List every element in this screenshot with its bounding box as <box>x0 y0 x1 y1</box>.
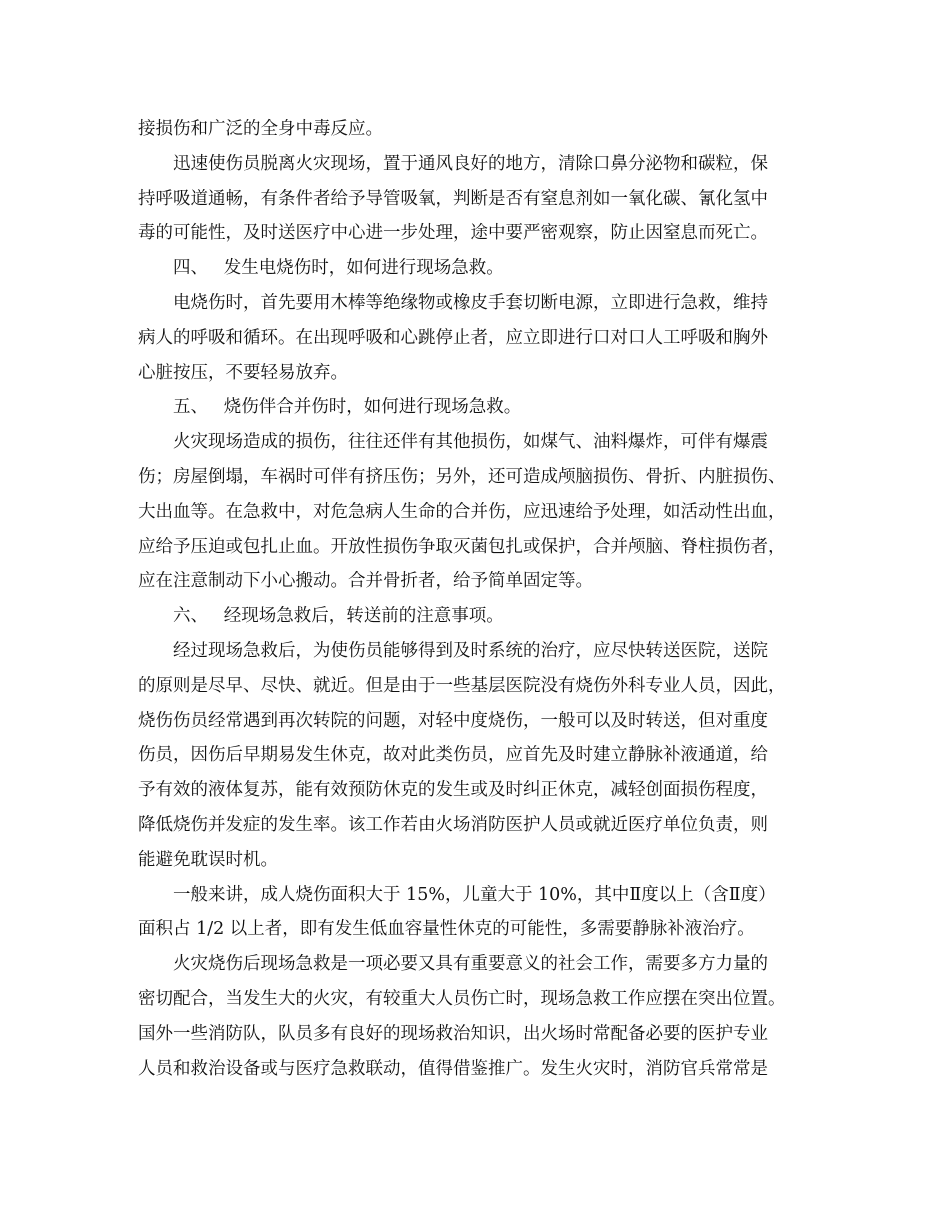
text-line: 能避免耽误时机。 <box>138 849 278 870</box>
text-line: 密切配合，当发生大的火灾，有较重大人员伤亡时，现场急救工作应摆在突出位置。 <box>138 988 786 1009</box>
text-line: 人员和救治设备或与医疗急救联动，值得借鉴推广。发生火灾时，消防官兵常常是 <box>138 1058 768 1079</box>
paragraph <box>138 425 818 599</box>
text-line: 毒的可能性，及时送医疗中心进一步处理，途中要严密观察，防止因窒息而死亡。 <box>138 223 768 244</box>
paragraph <box>138 286 818 390</box>
text-line: 面积占 1/2 以上者，即有发生低血容量性休克的可能性，多需要静脉补液治疗。 <box>138 919 755 940</box>
text-line: 国外一些消防队，队员多有良好的现场救治知识，出火场时常配备必要的医护专业 <box>138 1023 768 1044</box>
paragraph <box>138 947 818 1086</box>
text-line: 应在注意制动下小心搬动。合并骨折者，给予简单固定等。 <box>138 571 593 592</box>
text-line: 伤；房屋倒塌，车祸时可伴有挤压伤；另外，还可造成颅脑损伤、骨折、内脏损伤、 <box>138 466 786 487</box>
paragraph <box>138 634 818 878</box>
paragraph <box>138 112 818 147</box>
text-line: 烧伤伤员经常遇到再次转院的问题，对轻中度烧伤，一般可以及时转送，但对重度 <box>138 710 768 731</box>
section-title: 烧伤伴合并伤时，如何进行现场急救。 <box>223 397 522 418</box>
section-heading <box>138 390 818 425</box>
text-line: 病人的呼吸和循环。在出现呼吸和心跳停止者，应立即进行口对口人工呼吸和胸外 <box>138 327 768 348</box>
text-line: 大出血等。在急救中，对危急病人生命的合并伤，应迅速给予处理，如活动性出血， <box>138 501 786 522</box>
text-line: 予有效的液体复苏，能有效预防休克的发生或及时纠正休克，减轻创面损伤程度， <box>138 780 768 801</box>
text-line: 火灾现场造成的损伤，往往还伴有其他损伤，如煤气、油料爆炸，可伴有爆震 <box>173 432 768 453</box>
text-line: 应给予压迫或包扎止血。开放性损伤争取灭菌包扎或保护，合并颅脑、脊柱损伤者， <box>138 536 786 557</box>
paragraph <box>138 147 818 251</box>
text-line: 心脏按压，不要轻易放弃。 <box>138 362 348 383</box>
text-line: 火灾烧伤后现场急救是一项必要又具有重要意义的社会工作，需要多方力量的 <box>173 954 768 975</box>
text-line: 一般来讲，成人烧伤面积大于 15%，儿童大于 10%，其中Ⅱ度以上（含Ⅱ度） <box>173 884 776 905</box>
section-title: 发生电烧伤时，如何进行现场急救。 <box>223 258 504 279</box>
text-line: 的原则是尽早、尽快、就近。但是由于一些基层医院没有烧伤外科专业人员，因此， <box>138 675 786 696</box>
section-heading <box>138 251 818 286</box>
section-number: 六、 <box>173 606 208 627</box>
text-line: 接损伤和广泛的全身中毒反应。 <box>138 119 383 139</box>
text-line: 电烧伤时，首先要用木棒等绝缘物或橡皮手套切断电源，立即进行急救，维持 <box>173 292 768 313</box>
text-line: 经过现场急救后，为使伤员能够得到及时系统的治疗，应尽快转送医院，送院 <box>173 640 768 661</box>
section-title: 经现场急救后，转送前的注意事项。 <box>223 606 504 627</box>
text-line: 伤员，因伤后早期易发生休克，故对此类伤员，应首先及时建立静脉补液通道，给 <box>138 745 768 766</box>
document-body <box>138 112 818 1086</box>
text-line: 降低烧伤并发症的发生率。该工作若由火场消防医护人员或就近医疗单位负责，则 <box>138 814 768 835</box>
text-line: 迅速使伤员脱离火灾现场，置于通风良好的地方，清除口鼻分泌物和碳粒，保 <box>173 153 768 174</box>
text-line: 持呼吸道通畅，有条件者给予导管吸氧，判断是否有窒息剂如一氧化碳、氰化氢中 <box>138 188 768 209</box>
section-heading <box>138 599 818 634</box>
paragraph <box>138 878 818 948</box>
section-number: 五、 <box>173 397 208 418</box>
section-number: 四、 <box>173 258 208 279</box>
